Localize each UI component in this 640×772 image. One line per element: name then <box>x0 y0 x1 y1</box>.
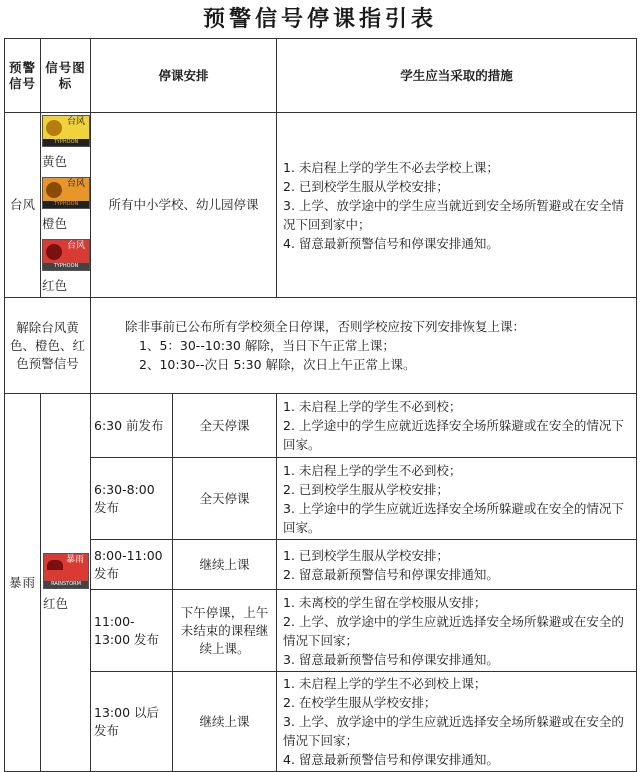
typhoon-icon-orange <box>42 177 89 233</box>
rain-measures <box>277 458 637 540</box>
rain-time: 13:00 以后发布 <box>91 672 173 772</box>
yellow-caption: 黄色 <box>42 154 68 169</box>
measure-item: 3. 上学途中的学生应就近选择安全场所躲避或在安全的情况下回家。 <box>283 500 624 535</box>
header-measures: 学生应当采取的措施 <box>277 39 637 113</box>
rain-measures <box>277 590 637 672</box>
measure-item: 2. 已到校学生服从学校安排； <box>283 481 449 497</box>
lift-intro: 除非事前已公布所有学校须全日停课，否则学校应按下列安排恢复上课： <box>125 319 526 334</box>
measure-item: 2. 已到校学生服从学校安排； <box>283 178 449 194</box>
measure-item: 1. 未启程上学的学生不必到校； <box>283 399 462 414</box>
rain-arrangement: 继续上课 <box>173 672 277 772</box>
measure-item: 2. 留意最新预警信号和停课安排通知。 <box>283 566 499 582</box>
rain-row <box>5 672 637 772</box>
typhoon-label: 台风 <box>5 113 41 298</box>
rain-time: 11:00-13:00 发布 <box>91 590 173 672</box>
red-caption: 红色 <box>42 278 68 293</box>
rain-arrangement: 全天停课 <box>173 458 277 540</box>
orange-caption: 橙色 <box>42 216 68 231</box>
rainstorm-label: 暴雨 <box>5 394 41 772</box>
lift-label: 解除台风黄色、橙色、红色预警信号 <box>5 298 91 394</box>
header-signal: 预警信号 <box>5 39 41 113</box>
measure-item: 1. 已到校学生服从学校安排； <box>283 547 449 563</box>
lift-row <box>5 298 637 394</box>
measure-item: 3. 上学、放学途中的学生应当就近到安全场所暂避或在安全情况下回到家中； <box>283 197 624 232</box>
rain-measures <box>277 540 637 590</box>
guide-table <box>4 38 637 772</box>
rain-row <box>5 590 637 672</box>
red-rainstorm-icon: 暴雨 RAINSTORM <box>43 553 89 589</box>
rain-time: 6:30 前发布 <box>91 394 173 458</box>
measure-item: 1. 未启程上学的学生不必到校； <box>283 462 462 478</box>
page-title: 预警信号停课指引表 <box>202 7 437 32</box>
rain-measures <box>277 394 637 458</box>
orange-typhoon-icon: 台风 TYPHOON <box>42 177 90 209</box>
rain-arrangement: 全天停课 <box>173 394 277 458</box>
typhoon-icon-red <box>42 239 89 295</box>
lift-content <box>91 298 637 394</box>
rain-arrangement: 下午停课，上午未结束的课程继续上课。 <box>173 590 277 672</box>
rainstorm-caption: 红色 <box>43 595 69 611</box>
measure-item: 3. 上学、放学途中的学生应就近选择安全场所躲避或在安全的情况下回家； <box>283 714 624 748</box>
typhoon-icon-yellow <box>42 115 89 171</box>
measure-item: 2. 上学、放学途中的学生应就近选择安全场所躲避或在安全的情况下回家； <box>283 613 624 648</box>
rain-time: 6:30-8:00 发布 <box>91 458 173 540</box>
rain-arrangement: 继续上课 <box>173 540 277 590</box>
rain-row <box>5 458 637 540</box>
header-arrangement: 停课安排 <box>91 39 277 113</box>
red-typhoon-icon: 台风 TYPHOON <box>42 239 90 271</box>
measure-item: 2. 在校学生服从学校安排； <box>283 695 437 710</box>
measure-item: 1. 未启程上学的学生不必到校上课； <box>283 676 487 691</box>
measure-item: 3. 留意最新预警信号和停课安排通知。 <box>283 651 499 667</box>
typhoon-arrangement: 所有中小学校、幼儿园停课 <box>91 113 277 298</box>
lift-rule-2: 2、10:30--次日 5:30 解除，次日上午正常上课。 <box>139 357 416 372</box>
measure-item: 1. 未启程上学的学生不必去学校上课； <box>283 159 499 175</box>
header-icon: 信号图标 <box>41 39 91 113</box>
rain-measures <box>277 672 637 772</box>
rain-time: 8:00-11:00 发布 <box>91 540 173 590</box>
measure-item: 4. 留意最新预警信号和停课安排通知。 <box>283 752 499 767</box>
yellow-typhoon-icon: 台风 TYPHOON <box>42 115 90 147</box>
rain-row <box>5 540 637 590</box>
measure-item: 4. 留意最新预警信号和停课安排通知。 <box>283 235 499 251</box>
rainstorm-icon-cell <box>41 394 91 772</box>
lift-rule-1: 1、5：30--10:30 解除，当日下午正常上课； <box>139 338 395 353</box>
rain-row <box>5 394 637 458</box>
typhoon-icons-cell <box>41 113 91 298</box>
typhoon-measures <box>277 113 637 298</box>
measure-item: 1. 未离校的学生留在学校服从安排； <box>283 594 487 610</box>
header-row <box>5 39 637 113</box>
measure-item: 2. 上学途中的学生应就近选择安全场所躲避或在安全的情况下回家。 <box>283 418 624 452</box>
typhoon-row <box>5 113 637 298</box>
